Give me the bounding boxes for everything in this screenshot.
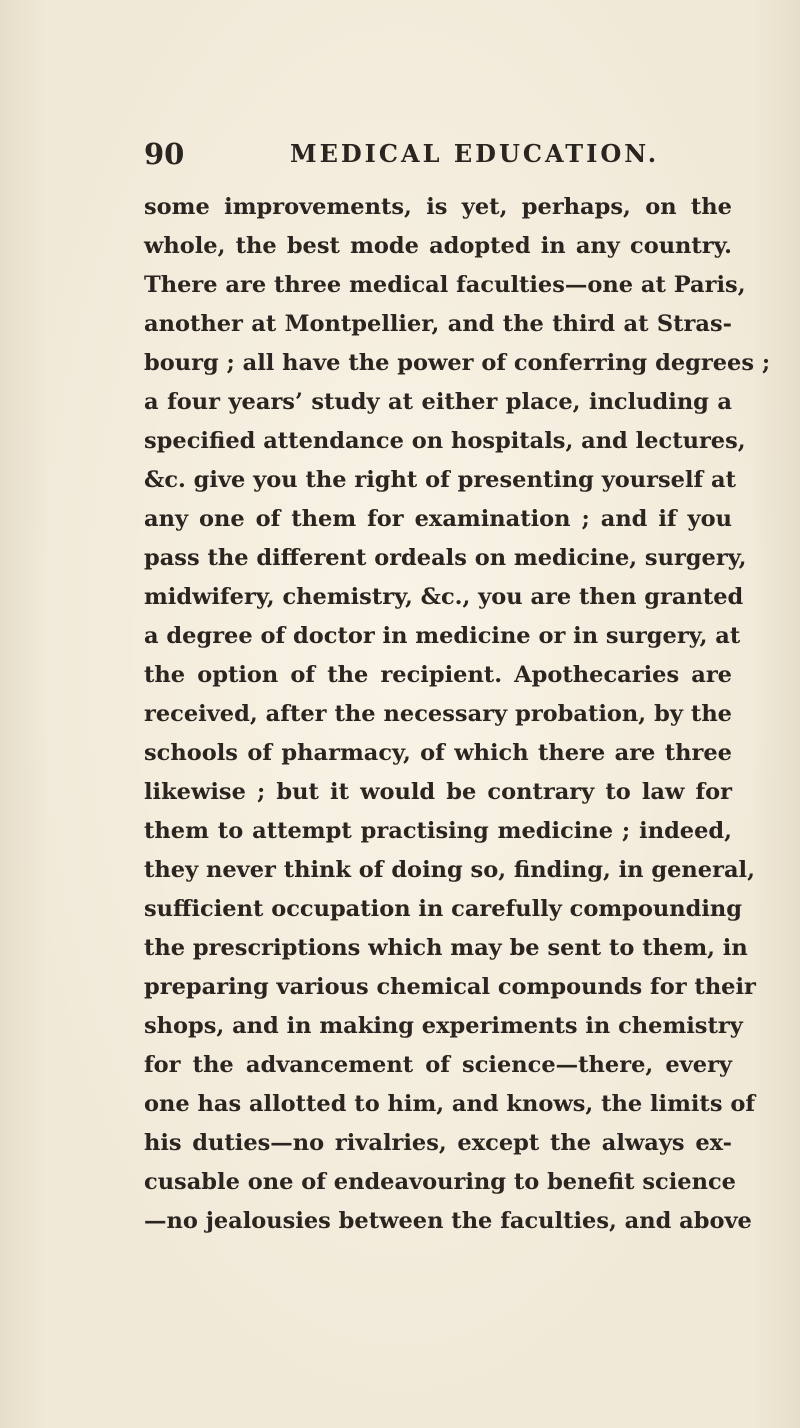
page-number: 90: [144, 137, 185, 171]
text-line: another at Montpellier, and the third at Stras-: [144, 311, 732, 337]
text-line: received, after the necessary probation, by the: [144, 701, 732, 727]
running-head: [144, 134, 736, 174]
text-line: shops, and in making experiments in chemistry: [144, 1013, 743, 1039]
text-line: a degree of doctor in medicine or in surgery, at: [144, 623, 741, 649]
text-line: pass the different ordeals on medicine, surgery,: [144, 545, 747, 571]
text-line: for the advancement of science—there, every: [144, 1052, 732, 1078]
text-line: —no jealousies between the faculties, and above: [144, 1208, 752, 1234]
text-line: the prescriptions which may be sent to them, in: [144, 935, 748, 961]
text-line: schools of pharmacy, of which there are three: [144, 740, 732, 766]
text-line: they never think of doing so, finding, in general,: [144, 857, 755, 883]
text-line: midwifery, chemistry, &c., you are then granted: [144, 584, 744, 610]
text-line: There are three medical faculties—one at Paris,: [144, 272, 746, 298]
text-line: the option of the recipient. Apothecaries are: [144, 662, 732, 688]
text-line: any one of them for examination ; and if you: [144, 506, 732, 532]
text-line: cusable one of endeavouring to benefit science: [144, 1169, 736, 1195]
text-line: a four years’ study at either place, including a: [144, 389, 732, 415]
text-line: bourg ; all have the power of conferring degrees ;: [144, 350, 771, 376]
text-line: &c. give you the right of presenting yourself at: [144, 467, 737, 493]
body-text: [144, 188, 771, 1241]
running-title: MEDICAL EDUCATION.: [290, 139, 660, 168]
text-line: whole, the best mode adopted in any country.: [144, 233, 732, 259]
text-line: likewise ; but it would be contrary to law for: [144, 779, 732, 805]
text-line: one has allotted to him, and knows, the limits of: [144, 1091, 756, 1117]
text-line: his duties—no rivalries, except the always ex-: [144, 1130, 732, 1156]
text-line: specified attendance on hospitals, and lectures,: [144, 428, 746, 454]
text-line: them to attempt practising medicine ; indeed,: [144, 818, 732, 844]
text-line: sufficient occupation in carefully compounding: [144, 896, 742, 922]
text-line: preparing various chemical compounds for their: [144, 974, 756, 1000]
text-line: some improvements, is yet, perhaps, on the: [144, 194, 732, 220]
